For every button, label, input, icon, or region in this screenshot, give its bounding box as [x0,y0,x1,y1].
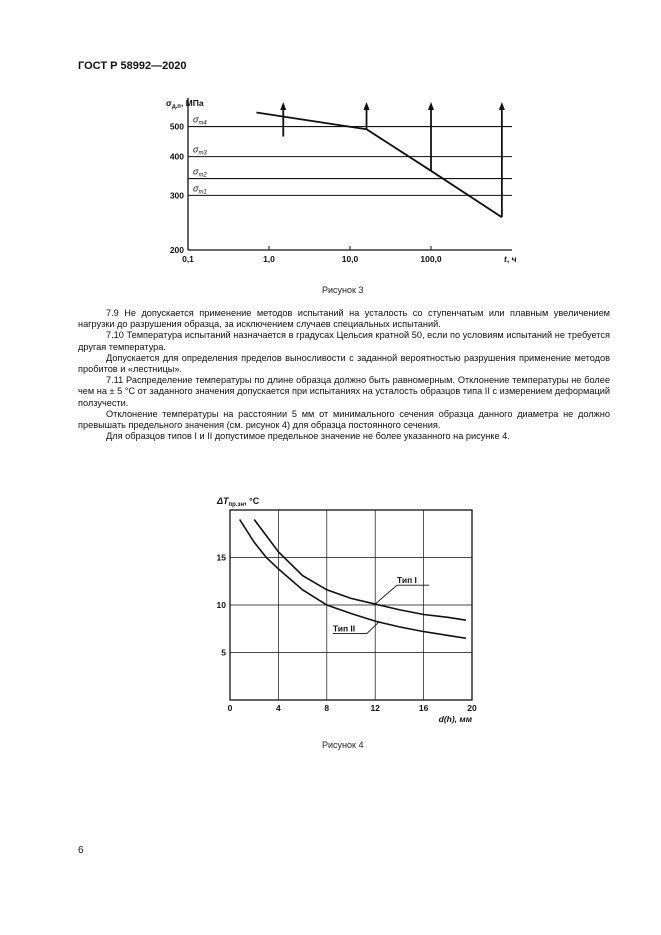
figure-3-chart [160,90,530,275]
y-tick-label: 10 [216,600,226,610]
x-axis-label-unit: , ч [506,254,517,264]
level-label-subscript: m1 [198,189,207,196]
x-axis-label [504,254,517,264]
curve-1-leader [375,585,429,604]
level-label-σm4 [193,115,207,127]
level-label-symbol: σ [193,144,199,155]
body-text [78,308,610,442]
vertical-marker-arrow [280,102,286,110]
y-axis-label-subscript: д.п [171,104,181,110]
y-axis-label [166,98,204,110]
y-tick-label: 15 [216,552,226,563]
paragraph-7-10: 7.10 Температура испытаний назначается в градусах Цельсия кратной 50, если по условиям испытаний не требуется другая температура. [78,330,610,352]
vertical-marker-arrow [428,102,434,110]
y-axis-label-unit: , °С [244,496,260,506]
x-tick-label: 1,0 [263,254,275,264]
y-axis-label [216,496,260,508]
x-axis-label: d(h), мм [438,714,472,724]
level-label-subscript: m3 [198,150,207,157]
curve-1-label: Тип I [396,575,417,586]
paragraph-deviation: Отклонение температуры на расстоянии 5 мм от минимального сечения образца данного диаметра не должно превышать предельного значения (см. рисунок 4) для образца постоянного сечения. [78,408,610,431]
paragraph-types: Для образцов типов I и II допустимое предельное значение не более указанного на рисунке 4. [106,431,510,442]
paragraph-7-9: 7.9 Не допускается применение методов испытаний на усталость со ступенчатым или плавным увеличением нагрузки до разрушения образца, за исключением случаев специальных испытаний. [78,308,610,330]
figure-4-chart [205,490,495,730]
x-tick-label: 100,0 [420,254,442,264]
x-tick-label: 0 [227,703,233,713]
document-header: ГОСТ Р 58992—2020 [78,60,187,72]
x-tick-label: 0,1 [182,254,194,264]
figure-3-caption: Рисунок 3 [322,285,364,295]
x-tick-label: 4 [276,703,281,713]
y-tick-label: 500 [169,121,184,132]
level-label-symbol: σ [193,114,199,125]
fatigue-curve [256,113,501,218]
figure-4-caption: Рисунок 4 [322,740,364,750]
paragraph-probit: Допускается для определения пределов выносливости с заданной вероятностью разрушения применение методов пробитов и «лестницы». [78,352,610,375]
curve-type-2 [240,520,466,639]
x-axis-label-symbol: t [504,254,507,264]
x-tick-label: 16 [418,703,429,713]
paragraph-7-11: 7.11 Распределение температуры по длине образца должно быть равномерным. Отклонение температуры не более чем на ± 5 °С от заданного значения допускается при испытаниях на усталость образцов типа II с измерением деформаций ползучести. [78,375,610,408]
vertical-marker-arrow [499,102,505,110]
x-tick-label: 8 [324,703,330,713]
level-label-σm1 [193,183,207,195]
page-number: 6 [78,845,84,856]
y-tick-label: 200 [169,245,184,255]
level-label-σm3 [193,145,207,157]
y-axis-label-unit: , МПа [180,98,204,108]
x-tick-label: 10,0 [341,254,359,264]
x-tick-label: 12 [370,703,380,713]
level-label-symbol: σ [193,166,199,177]
curve-2-label: Тип II [332,623,356,634]
level-label-subscript: m4 [198,120,207,127]
level-label-σm2 [193,167,207,179]
y-tick-label: 300 [169,190,184,201]
vertical-marker-arrow [364,102,370,110]
y-axis-label-main: ΔT [217,496,229,506]
x-tick-label: 20 [467,703,477,713]
level-label-subscript: m2 [198,172,207,179]
y-axis-label-symbol: σ [166,98,172,108]
level-label-symbol: σ [193,183,199,194]
y-tick-label: 400 [169,151,184,162]
y-axis-label-subscript: пр.зн [228,502,245,508]
y-tick-label: 5 [221,647,226,658]
